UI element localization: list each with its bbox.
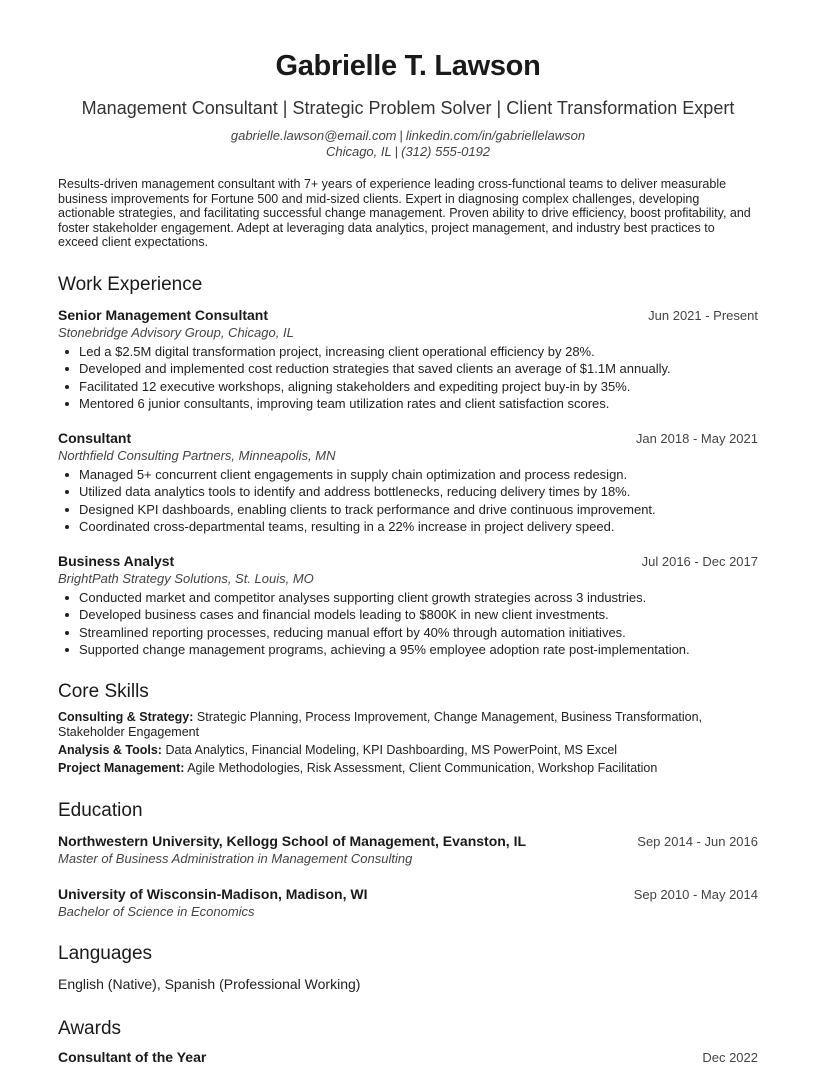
job-bullet: Streamlined reporting processes, reducing manual effort by 40% through automation initiatives. bbox=[58, 624, 758, 641]
job-bullet: Developed business cases and financial models leading to $800K in new client investments. bbox=[58, 606, 758, 623]
education-degree: Master of Business Administration in Management Consulting bbox=[58, 851, 413, 866]
job-bullet: Coordinated cross-departmental teams, resulting in a 22% increase in project delivery speed. bbox=[58, 518, 758, 535]
skill-group-label: Consulting & Strategy: bbox=[58, 710, 194, 724]
location-text: Chicago, IL bbox=[325, 144, 392, 159]
award-date: Dec 2022 bbox=[702, 1050, 758, 1065]
education-school: University of Wisconsin-Madison, Madison, WI bbox=[58, 886, 368, 902]
job-bullet-list bbox=[58, 343, 758, 412]
job-bullet: Conducted market and competitor analyses supporting client growth strategies across 3 industries. bbox=[58, 589, 758, 606]
candidate-tagline: Management Consultant | Strategic Problem Solver | Client Transformation Expert bbox=[81, 98, 735, 118]
section-title-languages: Languages bbox=[58, 943, 153, 964]
job-bullet: Led a $2.5M digital transformation project, increasing client operational efficiency by 28%. bbox=[58, 343, 758, 360]
job-title: Consultant bbox=[58, 430, 132, 446]
languages-text: English (Native), Spanish (Professional Working) bbox=[58, 976, 361, 992]
job-dates: Jul 2016 - Dec 2017 bbox=[641, 554, 758, 569]
skill-group bbox=[58, 761, 758, 776]
section-title-core-skills: Core Skills bbox=[58, 681, 149, 702]
job-bullet: Utilized data analytics tools to identify and address bottlenecks, reducing delivery times by 18%. bbox=[58, 483, 758, 500]
job-organization: Stonebridge Advisory Group, Chicago, IL bbox=[58, 325, 294, 340]
job-title: Business Analyst bbox=[58, 553, 175, 569]
contact-line-1 bbox=[58, 128, 758, 143]
education-dates: Sep 2010 - May 2014 bbox=[633, 887, 758, 902]
job-organization: Northfield Consulting Partners, Minneapolis, MN bbox=[58, 448, 336, 463]
linkedin-link[interactable]: linkedin.com/in/gabriellelawson bbox=[405, 128, 586, 143]
job-bullet-list bbox=[58, 466, 758, 535]
section-title-awards: Awards bbox=[58, 1018, 122, 1039]
skill-group-items: Agile Methodologies, Risk Assessment, Client Communication, Workshop Facilitation bbox=[187, 761, 658, 775]
skill-group-label: Analysis & Tools: bbox=[58, 743, 162, 757]
contact-separator: | bbox=[399, 128, 403, 143]
education-school: Northwestern University, Kellogg School of Management, Evanston, IL bbox=[58, 833, 527, 849]
education-dates: Sep 2014 - Jun 2016 bbox=[637, 834, 758, 849]
job-title: Senior Management Consultant bbox=[58, 307, 269, 323]
contact-separator: | bbox=[394, 144, 399, 159]
award-title: Consultant of the Year bbox=[58, 1049, 207, 1065]
section-title-education: Education bbox=[58, 800, 143, 821]
candidate-name: Gabrielle T. Lawson bbox=[275, 50, 541, 82]
job-bullet: Supported change management programs, achieving a 95% employee adoption rate post-implementation. bbox=[58, 641, 758, 658]
job-bullet: Designed KPI dashboards, enabling clients to track performance and drive continuous improvement. bbox=[58, 501, 758, 518]
job-bullet-list bbox=[58, 589, 758, 658]
section-title-work-experience: Work Experience bbox=[58, 274, 203, 295]
job-bullet: Managed 5+ concurrent client engagements in supply chain optimization and process redesign. bbox=[58, 466, 758, 483]
email-link[interactable]: gabrielle.lawson@email.com bbox=[230, 128, 397, 143]
skill-group-items: Data Analytics, Financial Modeling, KPI Dashboarding, MS PowerPoint, MS Excel bbox=[165, 743, 618, 757]
skill-group-items: Strategic Planning, Process Improvement, Change Management, Business Transformation, Stakeholder Engagement bbox=[58, 710, 703, 739]
skill-group bbox=[58, 710, 758, 739]
skill-group bbox=[58, 743, 758, 758]
job-bullet: Mentored 6 junior consultants, improving team utilization rates and client satisfaction scores. bbox=[58, 395, 758, 412]
job-dates: Jun 2021 - Present bbox=[648, 308, 758, 323]
professional-summary: Results-driven management consultant with 7+ years of experience leading cross-functional teams to deliver measurable business improvements for Fortune 500 and mid-sized clients. Expert in diagnosing complex challenges, developing actionable strategies, and facilitating successful change management. Proven ability to drive efficiency, boost profitability, and foster stakeholder engagement. Adept at leveraging data analytics, project management, and industry best practices to exceed client expectations. bbox=[58, 177, 751, 250]
contact-line-2 bbox=[58, 144, 758, 159]
job-bullet: Facilitated 12 executive workshops, aligning stakeholders and expediting project buy-in by 35%. bbox=[58, 378, 758, 395]
education-degree: Bachelor of Science in Economics bbox=[58, 904, 255, 919]
job-bullet: Developed and implemented cost reduction strategies that saved clients an average of $1.1M annually. bbox=[58, 360, 758, 377]
skill-group-label: Project Management: bbox=[58, 761, 185, 775]
phone-text: (312) 555-0192 bbox=[401, 144, 491, 159]
job-organization: BrightPath Strategy Solutions, St. Louis, MO bbox=[58, 571, 314, 586]
job-dates: Jan 2018 - May 2021 bbox=[635, 431, 758, 446]
